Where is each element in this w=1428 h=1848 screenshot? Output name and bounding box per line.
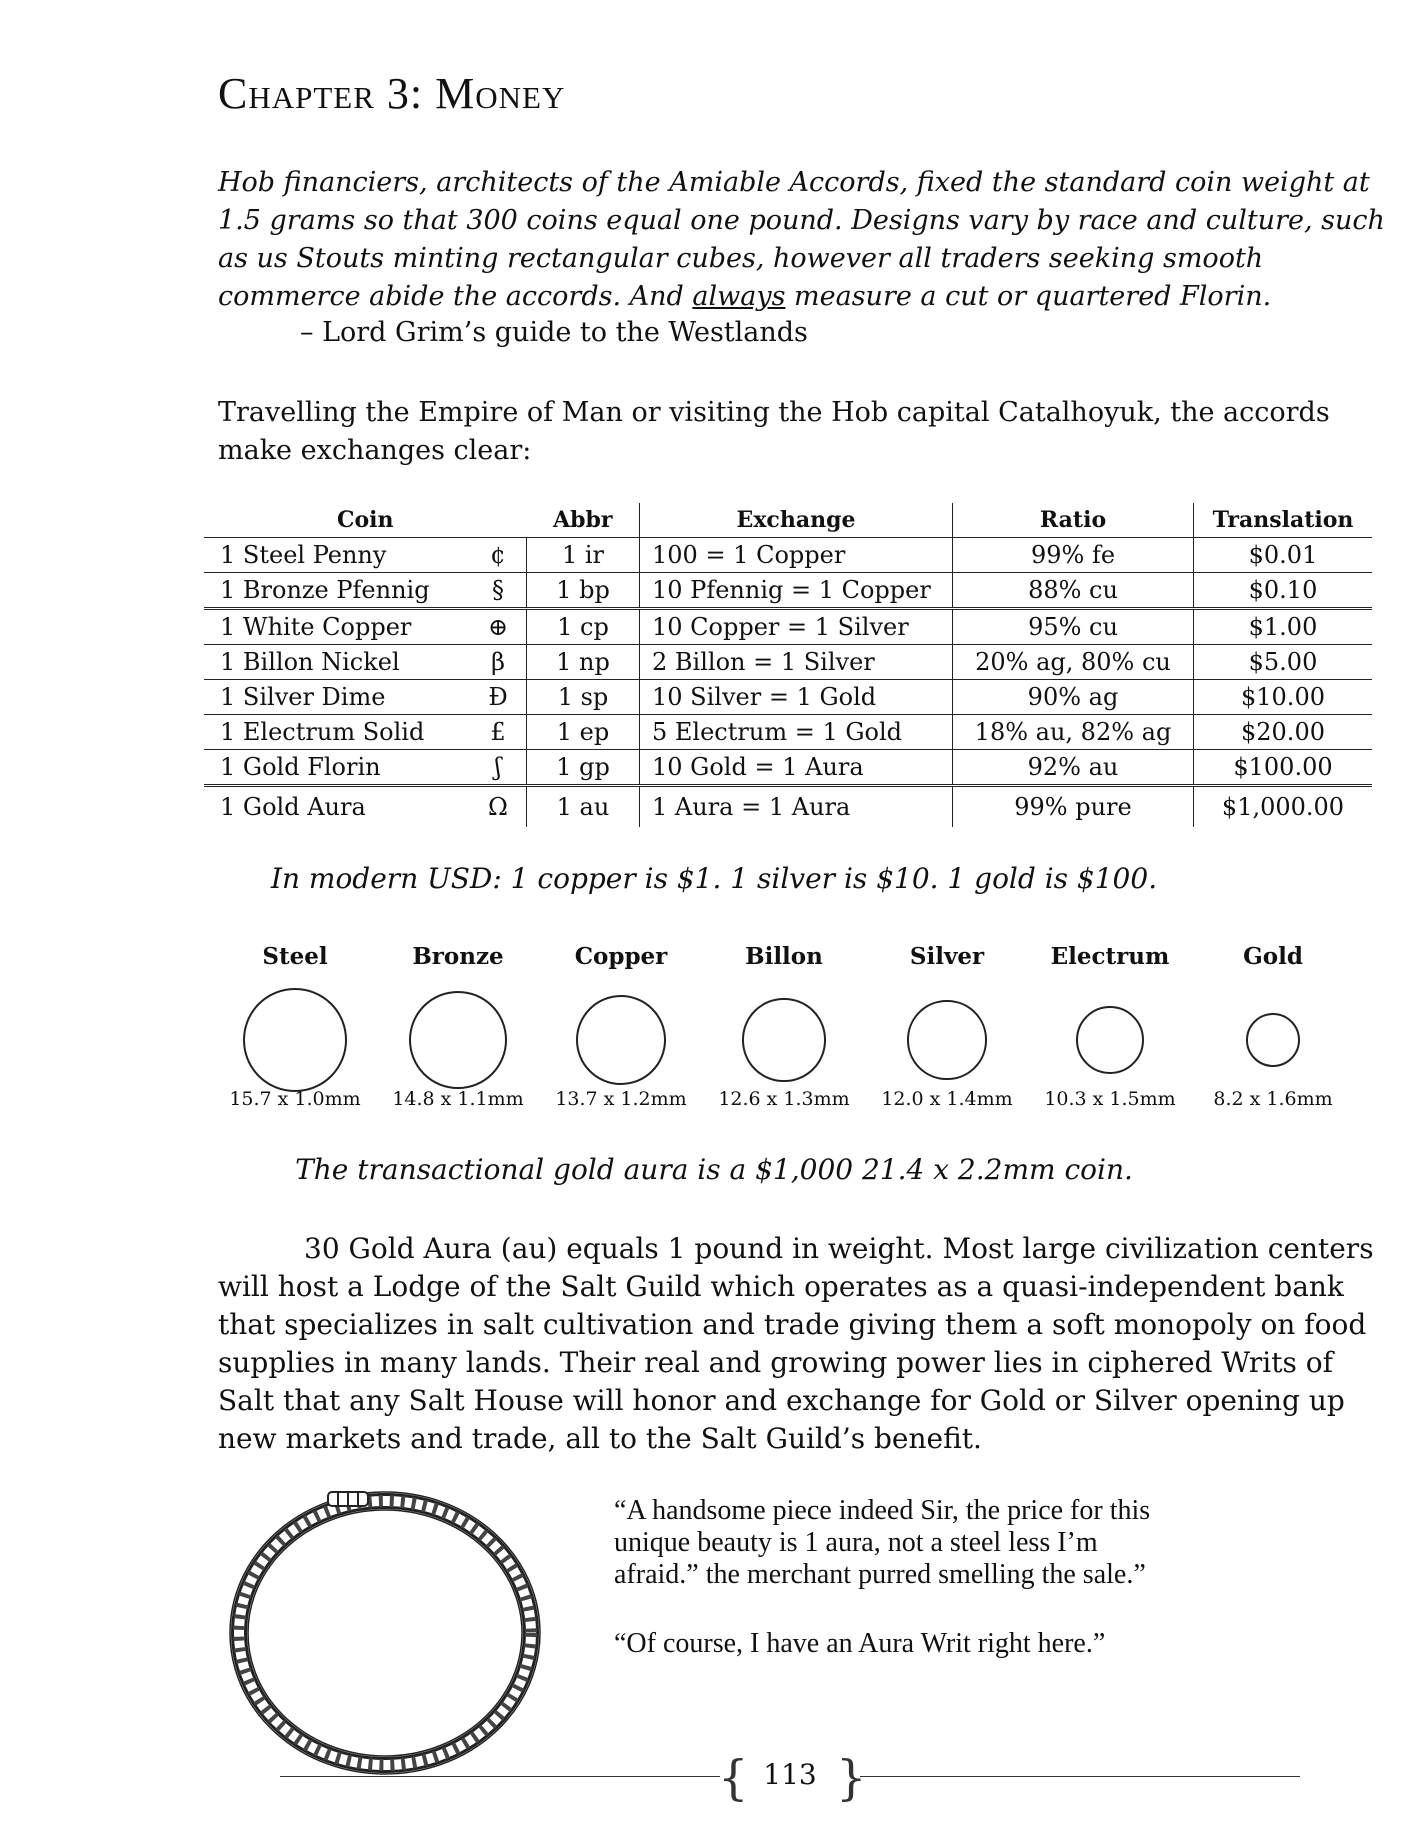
intro-paragraph: [218, 394, 1378, 470]
coin-dimensions: 13.7 x 1.2mm: [555, 1088, 687, 1110]
cell-symbol: Đ: [470, 680, 527, 715]
cell-coin: 1 Bronze Pfennig: [204, 573, 470, 609]
merchant-quote: [614, 1495, 1374, 1591]
cell-coin: 1 Silver Dime: [204, 680, 470, 715]
body-line: 30 Gold Aura (au) equals 1 pound in weight. Most large civilization centers: [304, 1232, 1374, 1265]
cell-symbol: ¢: [470, 538, 527, 573]
cell-symbol: β: [470, 645, 527, 680]
cell-abbr: 1 cp: [527, 609, 640, 645]
cell-abbr: 1 sp: [527, 680, 640, 715]
cell-translation: $100.00: [1194, 750, 1373, 786]
header-coin: Coin: [204, 503, 527, 538]
epigraph-attribution: – Lord Grim’s guide to the Westlands: [300, 317, 808, 348]
coin-electrum: [1030, 940, 1190, 1110]
cell-exchange: 2 Billon = 1 Silver: [640, 645, 953, 680]
body-line: supplies in many lands. Their real and growing power lies in ciphered Writs of: [218, 1346, 1333, 1379]
table-row: [204, 680, 1372, 715]
cell-abbr: 1 ir: [527, 538, 640, 573]
coin-circle-electrum: [1076, 1006, 1144, 1074]
cell-exchange: 1 Aura = 1 Aura: [640, 786, 953, 828]
coin-name: Billon: [745, 943, 823, 970]
cell-symbol: £: [470, 715, 527, 750]
cell-abbr: 1 au: [527, 786, 640, 828]
cell-translation: $1,000.00: [1221, 793, 1345, 821]
page-number: 113: [763, 1758, 817, 1791]
header-exchange: Exchange: [640, 503, 953, 538]
cell-ratio: 88% cu: [953, 573, 1194, 609]
body-line: Salt that any Salt House will honor and exchange for Gold or Silver opening up: [218, 1384, 1345, 1417]
coin-dimensions: 14.8 x 1.1mm: [392, 1088, 524, 1110]
cell-translation: $0.10: [1194, 573, 1373, 609]
cell-exchange: 10 Silver = 1 Gold: [640, 680, 953, 715]
left-brace-icon: {: [718, 1750, 749, 1806]
cell-symbol: Ω: [470, 786, 527, 828]
quote-line: “A handsome piece indeed Sir, the price for this: [614, 1495, 1151, 1526]
table-row: [204, 609, 1372, 645]
coin-size-comparison: [215, 940, 1375, 1120]
intro-line: Travelling the Empire of Man or visiting the Hob capital Catalhoyuk, the accords: [218, 397, 1330, 428]
cell-exchange: 100 = 1 Copper: [640, 538, 953, 573]
cell-ratio: 99% fe: [953, 538, 1194, 573]
epigraph-text: measure a cut or quartered Florin.: [785, 281, 1272, 312]
table-header-row: [204, 503, 1372, 538]
cell-translation: $10.00: [1194, 680, 1373, 715]
cell-abbr: 1 np: [527, 645, 640, 680]
body-line: will host a Lodge of the Salt Guild which operates as a quasi-independent bank: [218, 1270, 1344, 1303]
coin-circle-gold: [1246, 1013, 1300, 1067]
cell-translation: $1.00: [1194, 609, 1373, 645]
aura-note: The transactional gold aura is a $1,000 21.4 x 2.2mm coin.: [295, 1153, 1133, 1186]
chapter-title: Chapter 3: Money: [218, 69, 566, 118]
cell-ratio: 20% ag, 80% cu: [953, 645, 1194, 680]
cell-translation: $0.01: [1194, 538, 1373, 573]
cell-coin: 1 Gold Florin: [204, 750, 470, 786]
epigraph: [218, 164, 1385, 316]
cell-coin: 1 White Copper: [204, 609, 470, 645]
coin-circle-bronze: [409, 991, 507, 1089]
cell-abbr: 1 bp: [527, 573, 640, 609]
coin-circle-silver: [907, 1000, 986, 1079]
cell-symbol: §: [470, 573, 527, 609]
coin-name: Copper: [574, 943, 668, 970]
coin-exchange-table: [204, 503, 1372, 827]
cell-translation: $5.00: [1194, 645, 1373, 680]
cell-exchange: 5 Electrum = 1 Gold: [640, 715, 953, 750]
epigraph-line: [218, 278, 1378, 316]
coin-circle-steel: [243, 988, 347, 1092]
cell-coin: 1 Gold Aura: [220, 793, 366, 821]
coin-dimensions: 8.2 x 1.6mm: [1213, 1088, 1333, 1110]
twisted-ring-illustration: [220, 1478, 550, 1778]
reply-quote: “Of course, I have an Aura Writ right here.”: [614, 1628, 1106, 1659]
cell-ratio: 18% au, 82% ag: [953, 715, 1194, 750]
table-row: [204, 715, 1372, 750]
coin-silver: [867, 940, 1027, 1110]
coin-dimensions: 12.6 x 1.3mm: [718, 1088, 850, 1110]
coin-steel: [215, 940, 375, 1110]
coin-circle-copper: [576, 995, 666, 1085]
cell-symbol: ⊕: [470, 609, 527, 645]
cell-ratio: 90% ag: [953, 680, 1194, 715]
header-translation: Translation: [1194, 503, 1373, 538]
coin-name: Bronze: [412, 943, 504, 970]
footer-rule-right: [860, 1776, 1300, 1777]
cell-translation: $20.00: [1194, 715, 1373, 750]
epigraph-line: Hob financiers, architects of the Amiable Accords, fixed the standard coin weight at: [218, 167, 1370, 198]
table-row: [204, 645, 1372, 680]
cell-abbr: 1 ep: [527, 715, 640, 750]
coin-dimensions: 12.0 x 1.4mm: [881, 1088, 1013, 1110]
epigraph-text: commerce abide the accords. And: [218, 281, 693, 312]
header-abbr: Abbr: [527, 503, 640, 538]
coin-name: Electrum: [1050, 943, 1170, 970]
coin-dimensions: 10.3 x 1.5mm: [1044, 1088, 1176, 1110]
cell-coin: 1 Billon Nickel: [204, 645, 470, 680]
coin-circle-billon: [742, 998, 825, 1081]
coin-billon: [704, 940, 864, 1110]
table-row: [204, 538, 1372, 573]
coin-name: Steel: [262, 943, 328, 970]
cell-symbol: ʃ: [470, 750, 527, 786]
cell-ratio: 95% cu: [953, 609, 1194, 645]
table-row: [204, 786, 1372, 828]
coin-name: Silver: [909, 943, 985, 970]
cell-ratio: 99% pure: [953, 786, 1194, 828]
cell-exchange: 10 Pfennig = 1 Copper: [640, 573, 953, 609]
cell-exchange: 10 Gold = 1 Aura: [640, 750, 953, 786]
coin-gold: [1193, 940, 1353, 1110]
cell-coin: 1 Steel Penny: [204, 538, 470, 573]
header-ratio: Ratio: [953, 503, 1194, 538]
epigraph-line: as us Stouts minting rectangular cubes, however all traders seeking smooth: [218, 243, 1264, 274]
cell-ratio: 92% au: [953, 750, 1194, 786]
quote-line: afraid.” the merchant purred smelling the sale.”: [614, 1559, 1146, 1590]
right-brace-icon: }: [836, 1750, 867, 1806]
ring-drawing: [230, 1492, 540, 1774]
body-line: that specializes in salt cultivation and trade giving them a soft monopoly on food: [218, 1308, 1367, 1341]
epigraph-emphasis: always: [692, 281, 786, 312]
cell-exchange: 10 Copper = 1 Silver: [640, 609, 953, 645]
table-body: [204, 538, 1372, 828]
body-paragraph: [218, 1230, 1398, 1458]
coin-dimensions: 15.7 x 1.0mm: [229, 1088, 361, 1110]
usd-note: In modern USD: 1 copper is $1. 1 silver is $10. 1 gold is $100.: [270, 862, 1158, 895]
coin-bronze: [378, 940, 538, 1110]
body-line: new markets and trade, all to the Salt Guild’s benefit.: [218, 1422, 982, 1455]
intro-line: make exchanges clear:: [218, 435, 532, 466]
table-row: [204, 750, 1372, 786]
cell-coin: 1 Electrum Solid: [204, 715, 470, 750]
cell-abbr: 1 gp: [527, 750, 640, 786]
coin-copper: [541, 940, 701, 1110]
quote-line: unique beauty is 1 aura, not a steel less I’m: [614, 1527, 1098, 1558]
coin-name: Gold: [1243, 943, 1303, 970]
table-row: [204, 573, 1372, 609]
page-footer: [280, 1746, 1300, 1806]
epigraph-line: 1.5 grams so that 300 coins equal one pound. Designs vary by race and culture, such: [218, 205, 1385, 236]
footer-rule-left: [280, 1776, 720, 1777]
